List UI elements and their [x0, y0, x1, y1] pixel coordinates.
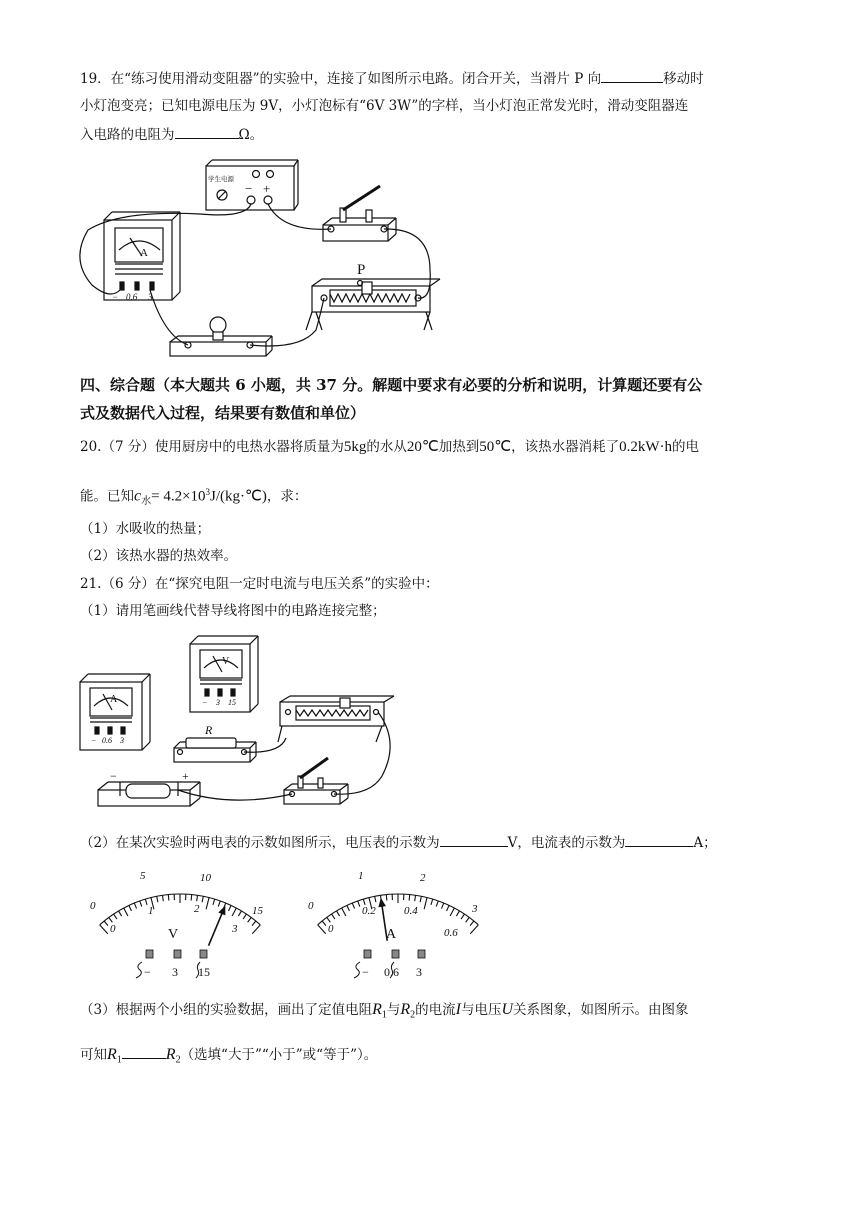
- section-four-heading-line2: 式及数据代入过程，结果要有数值和单位）: [80, 404, 366, 422]
- dial-tick: [386, 895, 387, 901]
- voltmeter-outer-tick-0: 0: [90, 900, 96, 912]
- dial-tick: [168, 895, 169, 901]
- dial-tick: [347, 905, 350, 910]
- ammeter-dial-terminal-minus: −: [362, 965, 369, 979]
- dial-tick: [248, 917, 252, 922]
- voltmeter-dial-terminal-15: 15: [198, 965, 210, 979]
- voltmeter-inner-tick-0: 0: [110, 923, 116, 935]
- dial-tick: [145, 899, 147, 905]
- voltmeter-terminal-15: 15: [228, 698, 236, 707]
- dial-tick: [327, 917, 331, 922]
- dial-tick: [134, 903, 136, 909]
- q20-sub2: （2）该热水器的热效率。: [80, 548, 238, 564]
- dial-tick: [252, 921, 256, 926]
- dial-tick: [157, 896, 158, 902]
- dial-tick: [218, 901, 220, 907]
- dial-tick: [450, 908, 454, 916]
- dial-tick: [409, 895, 410, 901]
- q20-line2: 能。已知$c_水=$ $4.2\times 10^3J/(kg\cdot℃)$，求：: [80, 487, 308, 508]
- voltmeter-terminal-3: 3: [216, 698, 220, 707]
- dial-tick: [424, 898, 427, 910]
- dial-tick: [322, 921, 326, 926]
- ammeter-inner-tick-0-4: 0.4: [404, 905, 418, 917]
- q20-line1: 20.（7 分）使用厨房中的电热水器将质量为5kg的水从20℃加热到50℃，该热水器消耗了0.2kW·h的电: [80, 439, 699, 455]
- wire: [178, 790, 292, 800]
- voltmeter-dial-terminal-minus: −: [144, 965, 151, 979]
- power-supply-label: 学生电源: [208, 176, 234, 183]
- ammeter-letter: A: [140, 247, 148, 259]
- ammeter-inner-tick-0-6: 0.6: [444, 927, 458, 939]
- ammeter-letter-q21: A: [110, 694, 118, 705]
- battery-minus-label: −: [110, 769, 117, 783]
- dial-tick: [470, 921, 474, 926]
- terminal: [200, 950, 207, 958]
- ammeter-terminal-0-6: 0.6: [126, 292, 138, 302]
- dial-tick: [441, 903, 443, 909]
- voltmeter-terminal-minus: −: [202, 698, 208, 707]
- voltmeter-inner-tick-2: 2: [194, 903, 200, 915]
- dial-tick: [447, 905, 450, 910]
- q20-sub1: （1）水吸收的热量；: [80, 521, 211, 537]
- dial-tick: [337, 911, 340, 916]
- ammeter-dial-letter: A: [386, 927, 397, 942]
- dial-tick: [202, 896, 203, 902]
- dial-tick: [140, 901, 142, 907]
- dial-tick: [415, 895, 416, 901]
- q19-line3: 入电路的电阻为 Ω。: [80, 124, 263, 145]
- q21-sub1: （1）请用笔画线代替导线将图中的电路连接完整；: [80, 603, 386, 619]
- ammeter-terminal-3: 3: [148, 292, 153, 302]
- dial-tick: [342, 908, 346, 916]
- dial-tick: [470, 925, 478, 934]
- dial-tick: [456, 911, 459, 916]
- dial-tick: [119, 911, 122, 916]
- dial-tick: [461, 914, 464, 919]
- answer-blank-current[interactable]: [625, 832, 693, 847]
- voltmeter-inner-tick-3: 3: [232, 923, 238, 935]
- q21-sub3: （3）根据两个小组的实验数据，画出了定值电阻$R_1$与$R_2$的电流I与电压U关系图象，如图所示。由图象: [80, 1001, 689, 1021]
- q21-sub2: （2）在某次实验时两电表的示数如图所示，电压表的示数为 V，电流表的示数为 A；: [80, 832, 717, 853]
- voltmeter-dial-letter: V: [168, 927, 179, 942]
- dial-tick: [318, 925, 326, 934]
- dial-tick: [252, 925, 260, 934]
- dial-tick: [229, 905, 232, 910]
- dial-tick: [129, 905, 132, 910]
- terminal: [364, 950, 371, 958]
- dial-tick: [206, 898, 209, 910]
- dial-tick: [114, 914, 117, 919]
- dial-tick: [436, 901, 438, 907]
- voltmeter-letter: V: [222, 656, 230, 667]
- terminal: [174, 950, 181, 958]
- dial-tick: [466, 917, 470, 922]
- q21-line4: 可知$R_1$ $R_2$（选填“大于”“小于”或“等于”）。: [80, 1046, 378, 1066]
- resistor-r: [174, 738, 256, 762]
- ammeter-outer-tick-3: 3: [472, 903, 478, 915]
- answer-blank-voltage[interactable]: [440, 832, 508, 847]
- section-four-heading-line1: 四、综合题（本大题共 6 小题，共 37 分。解题中要求有必要的分析和说明，计算题还要有公: [80, 376, 703, 394]
- dial-tick: [213, 899, 215, 905]
- voltmeter-outer-tick-5: 5: [140, 870, 146, 882]
- voltmeter-outer-tick-15: 15: [252, 905, 263, 917]
- dial-needle-head: [219, 907, 225, 915]
- ammeter-dial: [298, 864, 498, 984]
- dial-tick: [109, 917, 113, 922]
- power-plus-label: +: [263, 181, 271, 196]
- voltmeter-dial-terminal-3: 3: [172, 965, 178, 979]
- dial-tick: [375, 896, 376, 902]
- ammeter-inner-tick-0: 0: [328, 923, 334, 935]
- voltmeter-dial: [80, 864, 280, 984]
- dial-tick: [243, 914, 246, 919]
- dial-tick: [238, 911, 241, 916]
- terminal: [418, 950, 425, 958]
- ammeter-terminal-3-q21: 3: [120, 736, 124, 745]
- ammeter-outer-tick-0: 0: [308, 900, 314, 912]
- q19-line1: 19．在“练习使用滑动变阻器”的实验中，连接了如图所示电路。闭合开关，当滑片 P 向 移动时: [80, 68, 704, 89]
- dial-tick: [191, 895, 192, 901]
- ammeter-outer-tick-1: 1: [358, 870, 364, 882]
- battery-plus-label: +: [182, 769, 189, 783]
- answer-blank-compare[interactable]: [122, 1044, 166, 1059]
- dial-tick: [352, 903, 354, 909]
- dial-tick: [124, 908, 128, 916]
- q19-line2: 小灯泡变亮；已知电源电压为 9V，小灯泡标有“6V 3W”的字样，当小灯泡正常发光时，滑动变阻器连: [80, 98, 689, 114]
- dial-tick: [363, 899, 365, 905]
- ammeter-terminal-0-6-q21: 0.6: [102, 736, 112, 745]
- terminal: [146, 950, 153, 958]
- dial-tick: [431, 899, 433, 905]
- voltmeter-inner-tick-1: 1: [148, 905, 154, 917]
- slider-label-p: P: [357, 262, 366, 278]
- dial-tick: [104, 921, 108, 926]
- ammeter-terminal-minus: −: [112, 292, 119, 302]
- ammeter-dial-terminal-3: 3: [416, 965, 422, 979]
- dial-tick: [100, 925, 108, 934]
- rheostat-q21: [278, 696, 394, 742]
- power-minus-label: −: [245, 181, 253, 196]
- resistor-label: R: [205, 723, 213, 737]
- switch-q21: [284, 758, 348, 804]
- voltmeter-outer-tick-10: 10: [200, 872, 211, 884]
- ammeter-inner-tick-0-2: 0.2: [362, 905, 376, 917]
- dial-tick: [420, 896, 421, 902]
- ammeter-terminal-minus-q21: −: [91, 736, 97, 745]
- dial-tick: [332, 914, 335, 919]
- ammeter-dial-terminal-0-6: 0.6: [384, 965, 399, 979]
- dial-tick: [232, 908, 236, 916]
- terminal: [392, 950, 399, 958]
- voltmeter-q21: [190, 636, 258, 712]
- ammeter-outer-tick-2: 2: [420, 872, 426, 884]
- dial-tick: [197, 895, 198, 901]
- dial-tick: [162, 895, 163, 901]
- dial-needle-head: [379, 899, 385, 906]
- q21-line1: 21.（6 分）在“探究电阻一定时电流与电压关系”的实验中：: [80, 576, 439, 592]
- dial-tick: [358, 901, 360, 907]
- battery-q21: [98, 782, 200, 806]
